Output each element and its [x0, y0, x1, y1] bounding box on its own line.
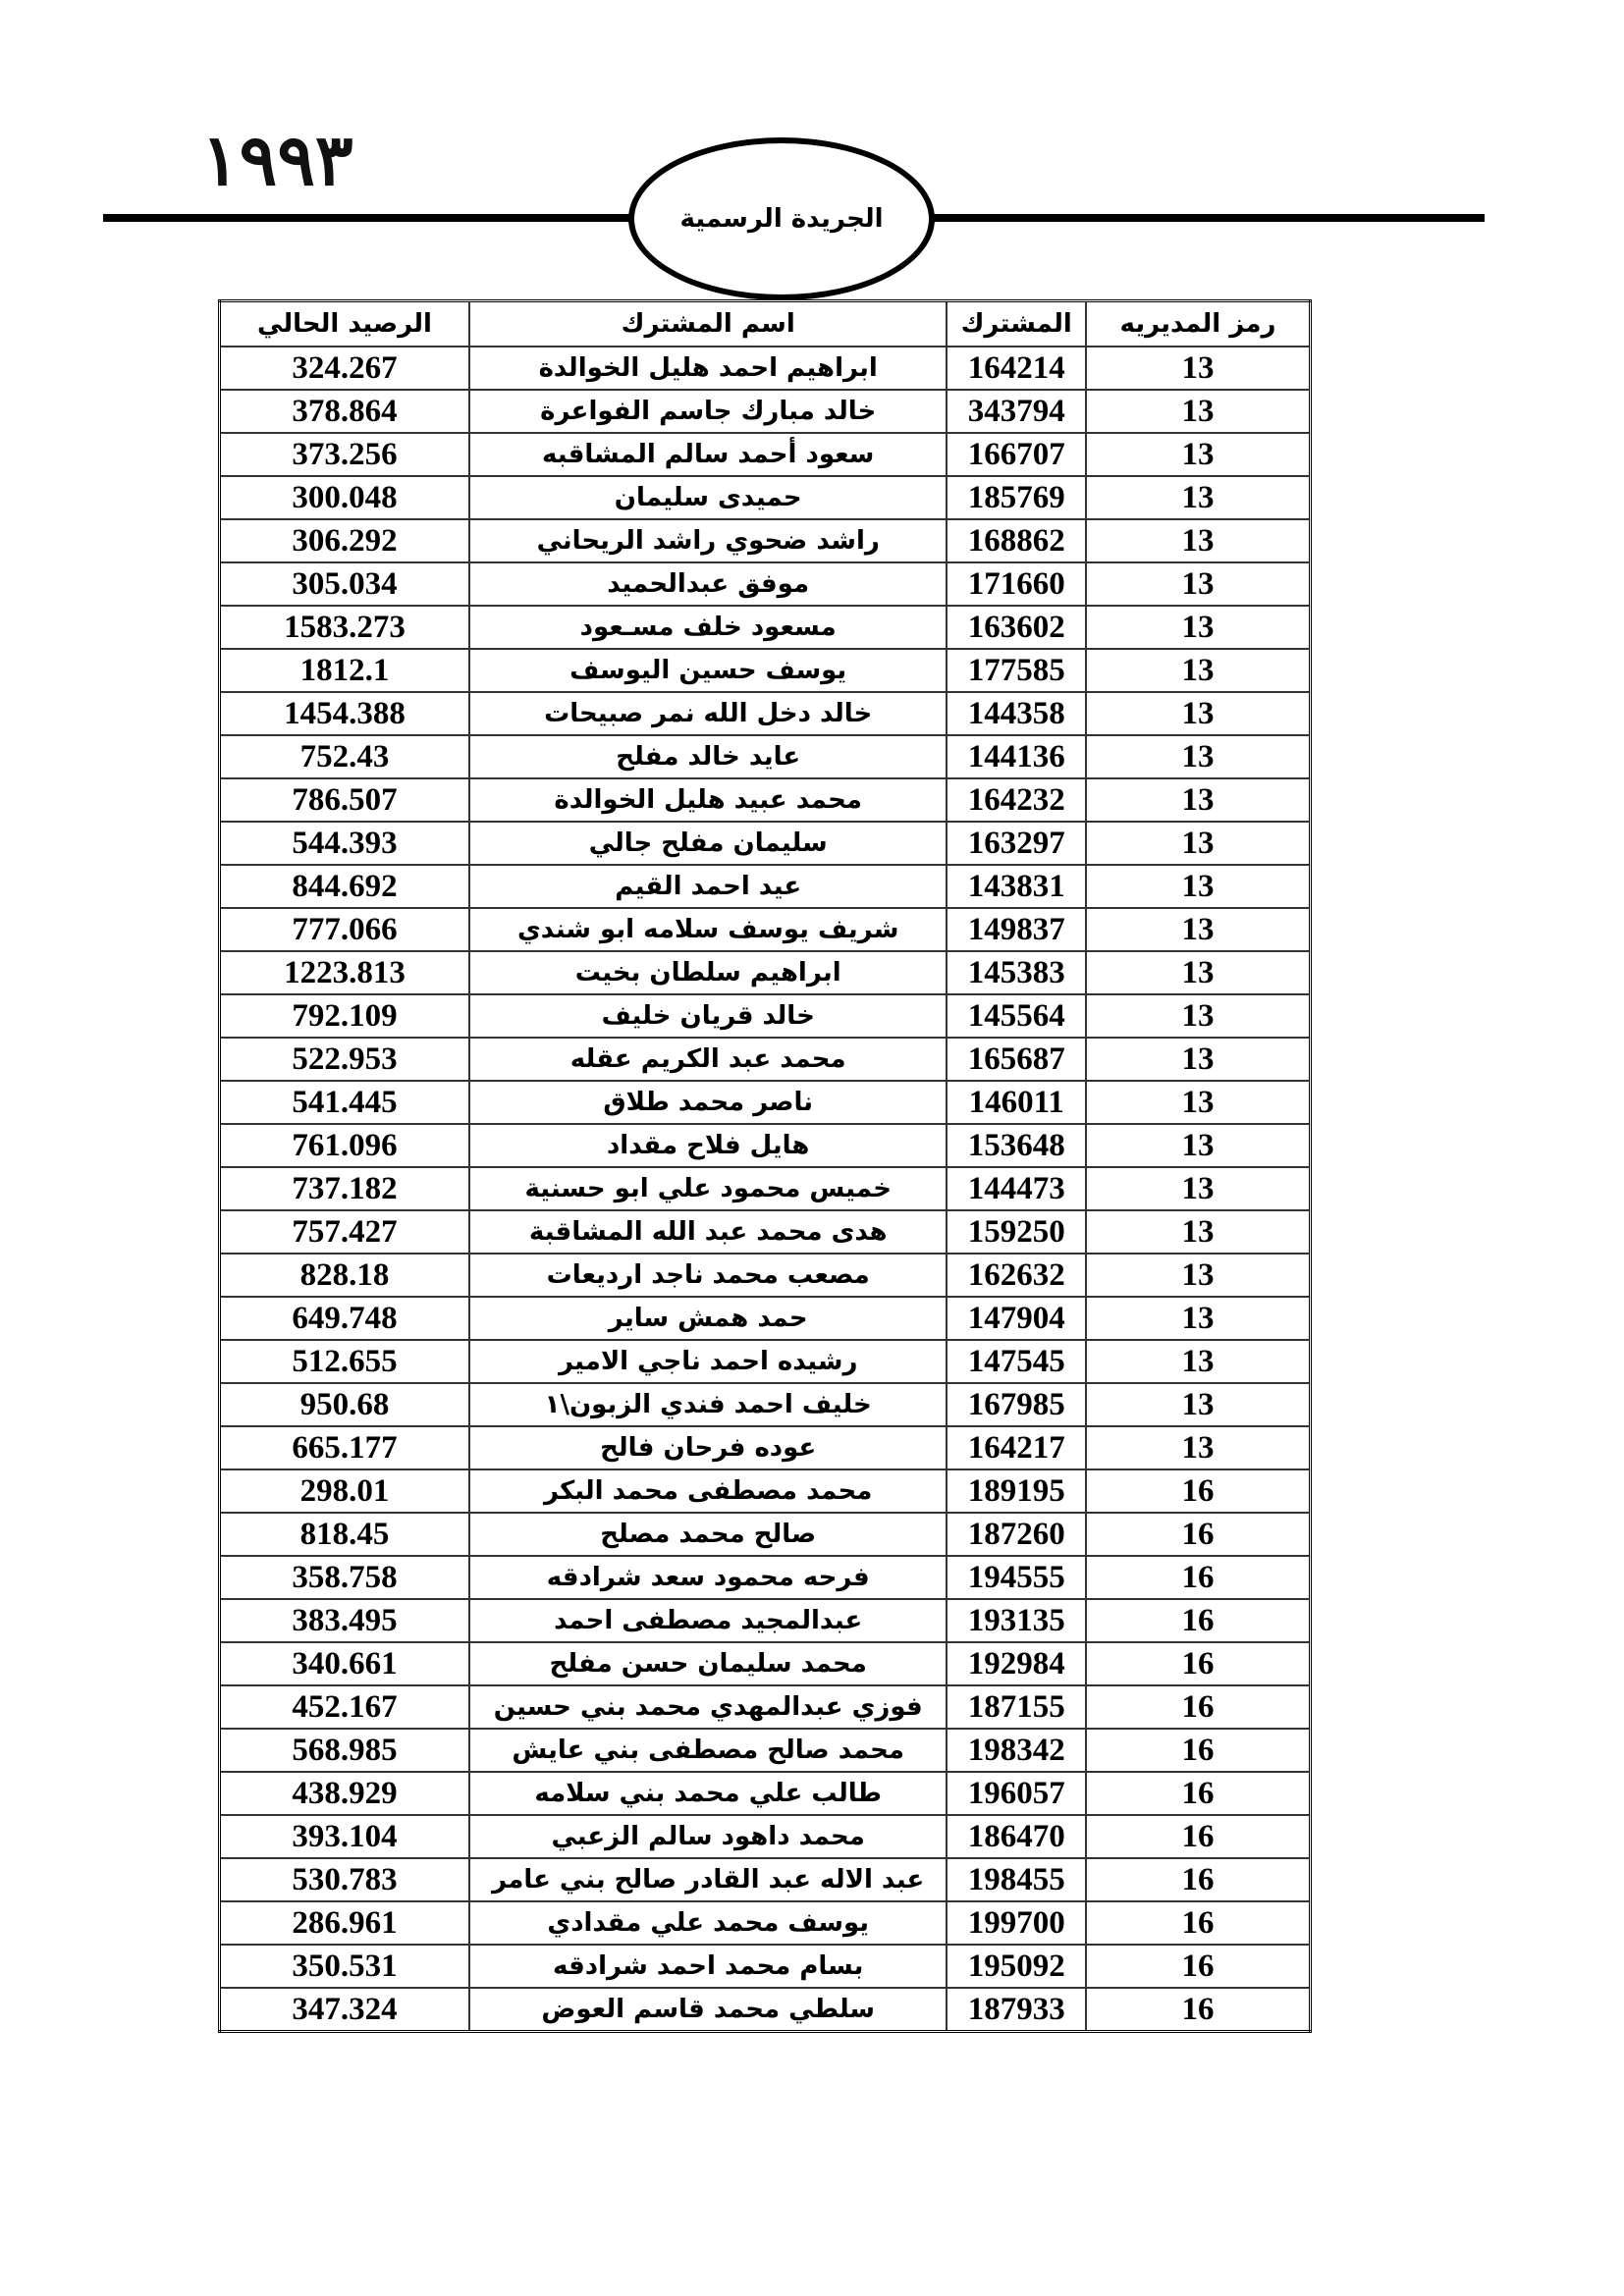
- cell-subscriber-id: 144473: [947, 1167, 1086, 1210]
- gazette-title-seal: [628, 137, 935, 300]
- table-row: [220, 1124, 1311, 1167]
- cell-directorate-code: 16: [1086, 1469, 1311, 1513]
- table-row: [220, 1167, 1311, 1210]
- cell-subscriber-name: محمد عبيد هليل الخوالدة: [469, 778, 947, 822]
- cell-subscriber-id: 163602: [947, 606, 1086, 649]
- cell-directorate-code: 13: [1086, 1426, 1311, 1469]
- cell-directorate-code: 13: [1086, 1081, 1311, 1124]
- cell-directorate-code: 16: [1086, 1599, 1311, 1642]
- cell-subscriber-name: عيد احمد القيم: [469, 865, 947, 908]
- table-row: [220, 1772, 1311, 1815]
- cell-subscriber-name: يوسف حسين اليوسف: [469, 649, 947, 692]
- cell-directorate-code: 13: [1086, 865, 1311, 908]
- cell-current-balance: 350.531: [220, 1945, 469, 1988]
- cell-directorate-code: 16: [1086, 1642, 1311, 1685]
- cell-current-balance: 530.783: [220, 1858, 469, 1901]
- cell-subscriber-id: 171660: [947, 562, 1086, 606]
- cell-current-balance: 306.292: [220, 519, 469, 562]
- table-row: [220, 865, 1311, 908]
- cell-subscriber-name: عايد خالد مفلح: [469, 735, 947, 778]
- table-row: [220, 1469, 1311, 1513]
- cell-current-balance: 393.104: [220, 1815, 469, 1858]
- table-row: [220, 735, 1311, 778]
- table-row: [220, 994, 1311, 1038]
- cell-subscriber-id: 196057: [947, 1772, 1086, 1815]
- cell-subscriber-id: 185769: [947, 476, 1086, 519]
- cell-subscriber-name: ابراهيم سلطان بخيت: [469, 951, 947, 994]
- cell-current-balance: 383.495: [220, 1599, 469, 1642]
- cell-subscriber-id: 198342: [947, 1729, 1086, 1772]
- cell-directorate-code: 13: [1086, 778, 1311, 822]
- table-row: [220, 1599, 1311, 1642]
- cell-subscriber-name: سعود أحمد سالم المشاقبه: [469, 433, 947, 476]
- table-row: [220, 822, 1311, 865]
- cell-current-balance: 568.985: [220, 1729, 469, 1772]
- cell-subscriber-id: 177585: [947, 649, 1086, 692]
- table-row: [220, 1945, 1311, 1988]
- cell-subscriber-id: 187260: [947, 1513, 1086, 1556]
- table-row: [220, 390, 1311, 433]
- cell-directorate-code: 16: [1086, 1729, 1311, 1772]
- cell-current-balance: 792.109: [220, 994, 469, 1038]
- cell-current-balance: 777.066: [220, 908, 469, 951]
- cell-current-balance: 752.43: [220, 735, 469, 778]
- cell-subscriber-name: يوسف محمد علي مقدادي: [469, 1901, 947, 1945]
- cell-subscriber-id: 147904: [947, 1297, 1086, 1340]
- table-row: [220, 1556, 1311, 1599]
- table-row: [220, 1988, 1311, 2032]
- cell-current-balance: 378.864: [220, 390, 469, 433]
- table-row: [220, 1426, 1311, 1469]
- table-row: [220, 1383, 1311, 1426]
- cell-subscriber-name: محمد عبد الكريم عقله: [469, 1038, 947, 1081]
- column-header-directorate-code: رمز المديريه: [1086, 301, 1311, 347]
- table-row: [220, 347, 1311, 390]
- cell-current-balance: 452.167: [220, 1685, 469, 1729]
- table-row: [220, 606, 1311, 649]
- page-number: ١٩٩٣: [201, 118, 353, 201]
- cell-directorate-code: 13: [1086, 951, 1311, 994]
- table-row: [220, 433, 1311, 476]
- cell-current-balance: 786.507: [220, 778, 469, 822]
- cell-current-balance: 300.048: [220, 476, 469, 519]
- cell-subscriber-name: خميس محمود علي ابو حسنية: [469, 1167, 947, 1210]
- cell-current-balance: 950.68: [220, 1383, 469, 1426]
- column-header-current-balance: الرصيد الحالي: [220, 301, 469, 347]
- cell-directorate-code: 13: [1086, 1383, 1311, 1426]
- cell-current-balance: 305.034: [220, 562, 469, 606]
- cell-subscriber-id: 194555: [947, 1556, 1086, 1599]
- table-row: [220, 1815, 1311, 1858]
- cell-directorate-code: 13: [1086, 390, 1311, 433]
- table-row: [220, 476, 1311, 519]
- cell-subscriber-id: 343794: [947, 390, 1086, 433]
- cell-directorate-code: 13: [1086, 433, 1311, 476]
- cell-subscriber-id: 165687: [947, 1038, 1086, 1081]
- cell-current-balance: 438.929: [220, 1772, 469, 1815]
- table-row: [220, 1729, 1311, 1772]
- gazette-title: الجريدة الرسمية: [679, 204, 884, 234]
- cell-current-balance: 544.393: [220, 822, 469, 865]
- cell-subscriber-name: عبد الاله عبد القادر صالح بني عامر: [469, 1858, 947, 1901]
- cell-directorate-code: 13: [1086, 562, 1311, 606]
- cell-subscriber-name: سليمان مفلح جالي: [469, 822, 947, 865]
- cell-directorate-code: 13: [1086, 1124, 1311, 1167]
- table-row: [220, 1254, 1311, 1297]
- cell-subscriber-name: ناصر محمد طلاق: [469, 1081, 947, 1124]
- cell-current-balance: 818.45: [220, 1513, 469, 1556]
- table-row: [220, 649, 1311, 692]
- cell-subscriber-name: صالح محمد مصلح: [469, 1513, 947, 1556]
- cell-subscriber-name: هدى محمد عبد الله المشاقبة: [469, 1210, 947, 1254]
- cell-directorate-code: 13: [1086, 1167, 1311, 1210]
- cell-subscriber-id: 145564: [947, 994, 1086, 1038]
- cell-current-balance: 541.445: [220, 1081, 469, 1124]
- cell-directorate-code: 13: [1086, 1038, 1311, 1081]
- cell-current-balance: 1223.813: [220, 951, 469, 994]
- column-header-subscriber-id: المشترك: [947, 301, 1086, 347]
- cell-directorate-code: 16: [1086, 1988, 1311, 2032]
- cell-subscriber-id: 167985: [947, 1383, 1086, 1426]
- cell-subscriber-id: 163297: [947, 822, 1086, 865]
- cell-subscriber-id: 162632: [947, 1254, 1086, 1297]
- cell-current-balance: 649.748: [220, 1297, 469, 1340]
- cell-directorate-code: 13: [1086, 908, 1311, 951]
- cell-subscriber-id: 149837: [947, 908, 1086, 951]
- cell-subscriber-name: رشيده احمد ناجي الامير: [469, 1340, 947, 1383]
- table-row: [220, 1513, 1311, 1556]
- cell-current-balance: 737.182: [220, 1167, 469, 1210]
- cell-current-balance: 828.18: [220, 1254, 469, 1297]
- table-row: [220, 1340, 1311, 1383]
- cell-current-balance: 512.655: [220, 1340, 469, 1383]
- table-row: [220, 692, 1311, 735]
- cell-subscriber-id: 143831: [947, 865, 1086, 908]
- cell-subscriber-name: فرحه محمود سعد شرادقه: [469, 1556, 947, 1599]
- cell-subscriber-name: محمد سليمان حسن مفلح: [469, 1642, 947, 1685]
- cell-directorate-code: 16: [1086, 1858, 1311, 1901]
- cell-directorate-code: 13: [1086, 649, 1311, 692]
- cell-subscriber-name: محمد داهود سالم الزعبي: [469, 1815, 947, 1858]
- table-row: [220, 1297, 1311, 1340]
- cell-directorate-code: 16: [1086, 1945, 1311, 1988]
- cell-directorate-code: 13: [1086, 1297, 1311, 1340]
- cell-subscriber-id: 198455: [947, 1858, 1086, 1901]
- cell-subscriber-name: محمد صالح مصطفى بني عايش: [469, 1729, 947, 1772]
- cell-subscriber-name: شريف يوسف سلامه ابو شندي: [469, 908, 947, 951]
- cell-directorate-code: 16: [1086, 1901, 1311, 1945]
- cell-directorate-code: 16: [1086, 1772, 1311, 1815]
- table-row: [220, 778, 1311, 822]
- cell-subscriber-id: 164217: [947, 1426, 1086, 1469]
- cell-current-balance: 522.953: [220, 1038, 469, 1081]
- cell-subscriber-name: طالب علي محمد بني سلامه: [469, 1772, 947, 1815]
- cell-current-balance: 298.01: [220, 1469, 469, 1513]
- cell-subscriber-id: 199700: [947, 1901, 1086, 1945]
- cell-subscriber-id: 189195: [947, 1469, 1086, 1513]
- cell-directorate-code: 13: [1086, 994, 1311, 1038]
- cell-subscriber-id: 166707: [947, 433, 1086, 476]
- cell-current-balance: 340.661: [220, 1642, 469, 1685]
- cell-directorate-code: 16: [1086, 1556, 1311, 1599]
- cell-subscriber-name: محمد مصطفى محمد البكر: [469, 1469, 947, 1513]
- cell-current-balance: 286.961: [220, 1901, 469, 1945]
- cell-subscriber-id: 193135: [947, 1599, 1086, 1642]
- cell-directorate-code: 16: [1086, 1513, 1311, 1556]
- cell-current-balance: 1454.388: [220, 692, 469, 735]
- cell-current-balance: 757.427: [220, 1210, 469, 1254]
- subscribers-table: [218, 299, 1312, 2033]
- cell-subscriber-name: خالد دخل الله نمر صبيحات: [469, 692, 947, 735]
- cell-subscriber-id: 186470: [947, 1815, 1086, 1858]
- cell-subscriber-id: 187933: [947, 1988, 1086, 2032]
- cell-subscriber-name: خليف احمد فندي الزبون\١: [469, 1383, 947, 1426]
- cell-subscriber-name: عبدالمجيد مصطفى احمد: [469, 1599, 947, 1642]
- cell-subscriber-name: خالد قريان خليف: [469, 994, 947, 1038]
- cell-subscriber-id: 164214: [947, 347, 1086, 390]
- cell-current-balance: 844.692: [220, 865, 469, 908]
- cell-subscriber-id: 159250: [947, 1210, 1086, 1254]
- cell-subscriber-name: حميدى سليمان: [469, 476, 947, 519]
- table-row: [220, 562, 1311, 606]
- cell-subscriber-name: بسام محمد احمد شرادقه: [469, 1945, 947, 1988]
- cell-current-balance: 1583.273: [220, 606, 469, 649]
- table-row: [220, 951, 1311, 994]
- cell-current-balance: 1812.1: [220, 649, 469, 692]
- cell-subscriber-id: 192984: [947, 1642, 1086, 1685]
- cell-subscriber-id: 164232: [947, 778, 1086, 822]
- cell-subscriber-name: خالد مبارك جاسم الفواعرة: [469, 390, 947, 433]
- table-row: [220, 1901, 1311, 1945]
- cell-subscriber-id: 168862: [947, 519, 1086, 562]
- cell-subscriber-name: مصعب محمد ناجد ارديعات: [469, 1254, 947, 1297]
- cell-subscriber-name: مسعود خلف مسـعود: [469, 606, 947, 649]
- cell-directorate-code: 13: [1086, 822, 1311, 865]
- cell-subscriber-id: 146011: [947, 1081, 1086, 1124]
- cell-directorate-code: 13: [1086, 347, 1311, 390]
- cell-current-balance: 358.758: [220, 1556, 469, 1599]
- cell-directorate-code: 13: [1086, 519, 1311, 562]
- table-header-row: [220, 301, 1311, 347]
- table-row: [220, 1642, 1311, 1685]
- cell-directorate-code: 13: [1086, 1340, 1311, 1383]
- table-row: [220, 1038, 1311, 1081]
- cell-subscriber-id: 147545: [947, 1340, 1086, 1383]
- cell-subscriber-name: سلطي محمد قاسم العوض: [469, 1988, 947, 2032]
- cell-subscriber-id: 144136: [947, 735, 1086, 778]
- cell-current-balance: 347.324: [220, 1988, 469, 2032]
- cell-subscriber-name: ابراهيم احمد هليل الخوالدة: [469, 347, 947, 390]
- table-row: [220, 1685, 1311, 1729]
- cell-subscriber-name: فوزي عبدالمهدي محمد بني حسين: [469, 1685, 947, 1729]
- cell-current-balance: 665.177: [220, 1426, 469, 1469]
- column-header-subscriber-name: اسم المشترك: [469, 301, 947, 347]
- cell-directorate-code: 16: [1086, 1685, 1311, 1729]
- cell-subscriber-name: راشد ضحوي راشد الريحاني: [469, 519, 947, 562]
- cell-subscriber-name: هايل فلاح مقداد: [469, 1124, 947, 1167]
- cell-directorate-code: 13: [1086, 606, 1311, 649]
- table-row: [220, 1858, 1311, 1901]
- cell-current-balance: 373.256: [220, 433, 469, 476]
- cell-subscriber-name: حمد همش ساير: [469, 1297, 947, 1340]
- cell-current-balance: 761.096: [220, 1124, 469, 1167]
- cell-subscriber-name: عوده فرحان فالح: [469, 1426, 947, 1469]
- cell-directorate-code: 13: [1086, 692, 1311, 735]
- cell-directorate-code: 13: [1086, 476, 1311, 519]
- table-row: [220, 1210, 1311, 1254]
- cell-directorate-code: 16: [1086, 1815, 1311, 1858]
- table-row: [220, 908, 1311, 951]
- cell-subscriber-name: موفق عبدالحميد: [469, 562, 947, 606]
- cell-subscriber-id: 145383: [947, 951, 1086, 994]
- cell-subscriber-id: 187155: [947, 1685, 1086, 1729]
- table-row: [220, 519, 1311, 562]
- cell-subscriber-id: 195092: [947, 1945, 1086, 1988]
- cell-subscriber-id: 144358: [947, 692, 1086, 735]
- cell-directorate-code: 13: [1086, 735, 1311, 778]
- cell-directorate-code: 13: [1086, 1210, 1311, 1254]
- table-row: [220, 1081, 1311, 1124]
- cell-directorate-code: 13: [1086, 1254, 1311, 1297]
- cell-current-balance: 324.267: [220, 347, 469, 390]
- cell-subscriber-id: 153648: [947, 1124, 1086, 1167]
